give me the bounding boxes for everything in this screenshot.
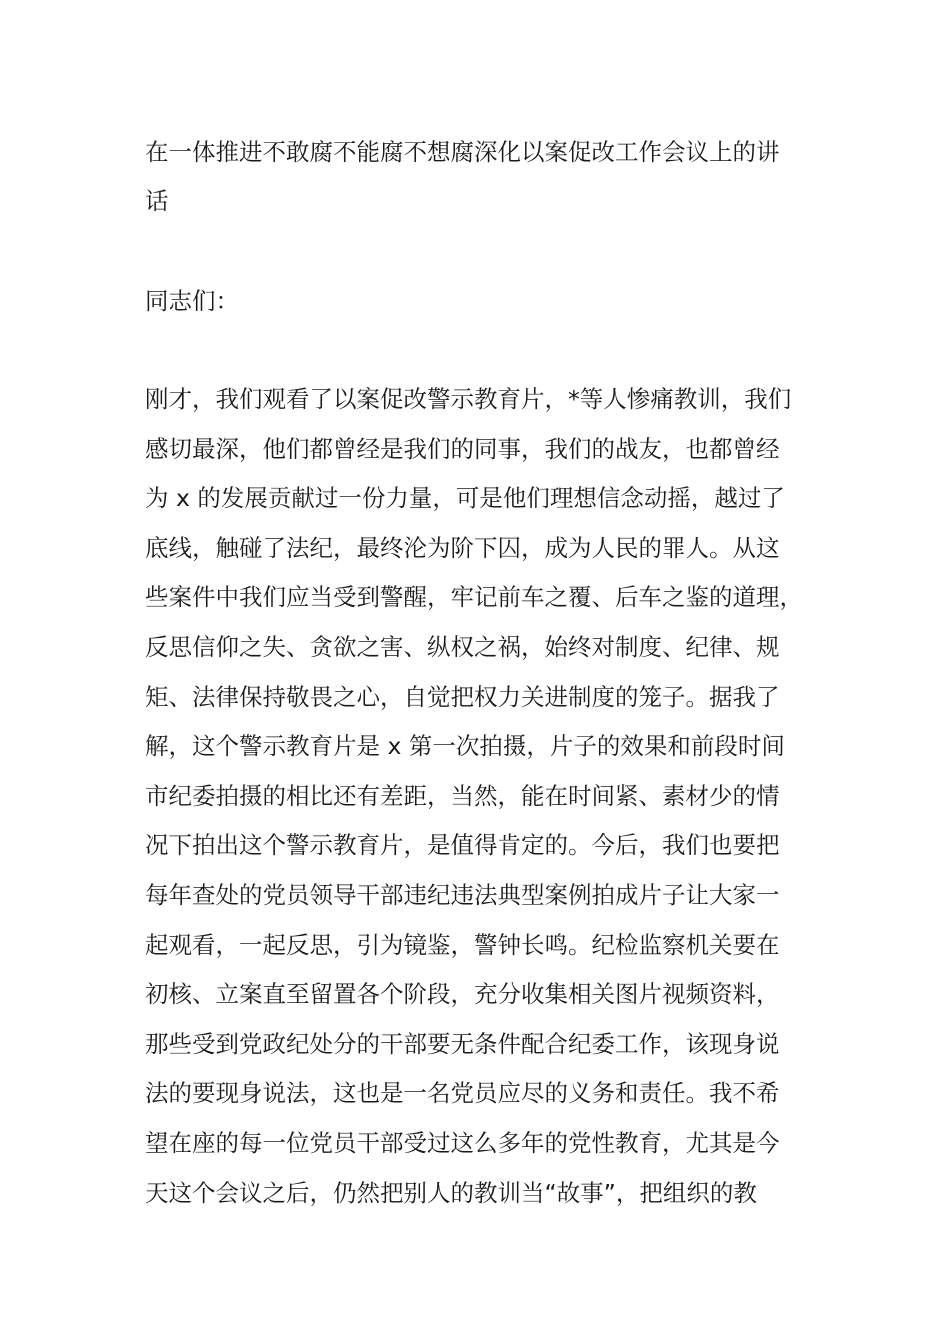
body-line: 些案件中我们应当受到警醒，牢记前车之覆、后车之鉴的道理，: [145, 583, 803, 612]
body-line: 望在座的每一位党员干部受过这么多年的党性教育，尤其是今: [145, 1128, 780, 1157]
document-title: [145, 128, 815, 226]
body-line: 感切最深，他们都曾经是我们的同事，我们的战友，也都曾经: [145, 434, 780, 463]
body-line: 起观看，一起反思，引为镜鉴，警钟长鸣。纪检监察机关要在: [145, 930, 780, 959]
body-line: 法的要现身说法，这也是一名党员应尽的义务和责任。我不希: [145, 1079, 780, 1108]
body-paragraph: [145, 375, 815, 1218]
body-line: 初核、立案直至留置各个阶段，充分收集相关图片视频资料，: [145, 980, 780, 1009]
body-line: 那些受到党政纪处分的干部要无条件配合纪委工作，该现身说: [145, 1029, 780, 1058]
body-line: 反思信仰之失、贪欲之害、纵权之祸，始终对制度、纪律、规: [145, 632, 780, 661]
body-line: 刚才，我们观看了以案促改警示教育片，*等人惨痛教训，我们: [145, 385, 792, 413]
body-line: 为 x 的发展贡献过一份力量，可是他们理想信念动摇，越过了: [145, 484, 785, 513]
title-line: 在一体推进不敢腐不能腐不想腐深化以案促改工作会议上的讲: [145, 138, 780, 166]
body-line: 矩、法律保持敬畏之心，自觉把权力关进制度的笼子。据我了: [145, 682, 780, 711]
body-line: 天这个会议之后，仍然把别人的教训当“故事”，把组织的教: [145, 1178, 757, 1207]
body-line: 市纪委拍摄的相比还有差距，当然，能在时间紧、素材少的情: [145, 781, 780, 810]
title-line: 话: [145, 187, 169, 215]
body-line: 底线，触碰了法纪，最终沦为阶下囚，成为人民的罪人。从这: [145, 533, 780, 562]
body-line: 况下拍出这个警示教育片，是值得肯定的。今后，我们也要把: [145, 831, 780, 860]
body-line: 每年查处的党员领导干部违纪违法典型案例拍成片子让大家一: [145, 880, 780, 909]
body-line: 解，这个警示教育片是 x 第一次拍摄，片子的效果和前段时间: [145, 732, 785, 761]
salutation: 同志们：: [145, 287, 239, 315]
